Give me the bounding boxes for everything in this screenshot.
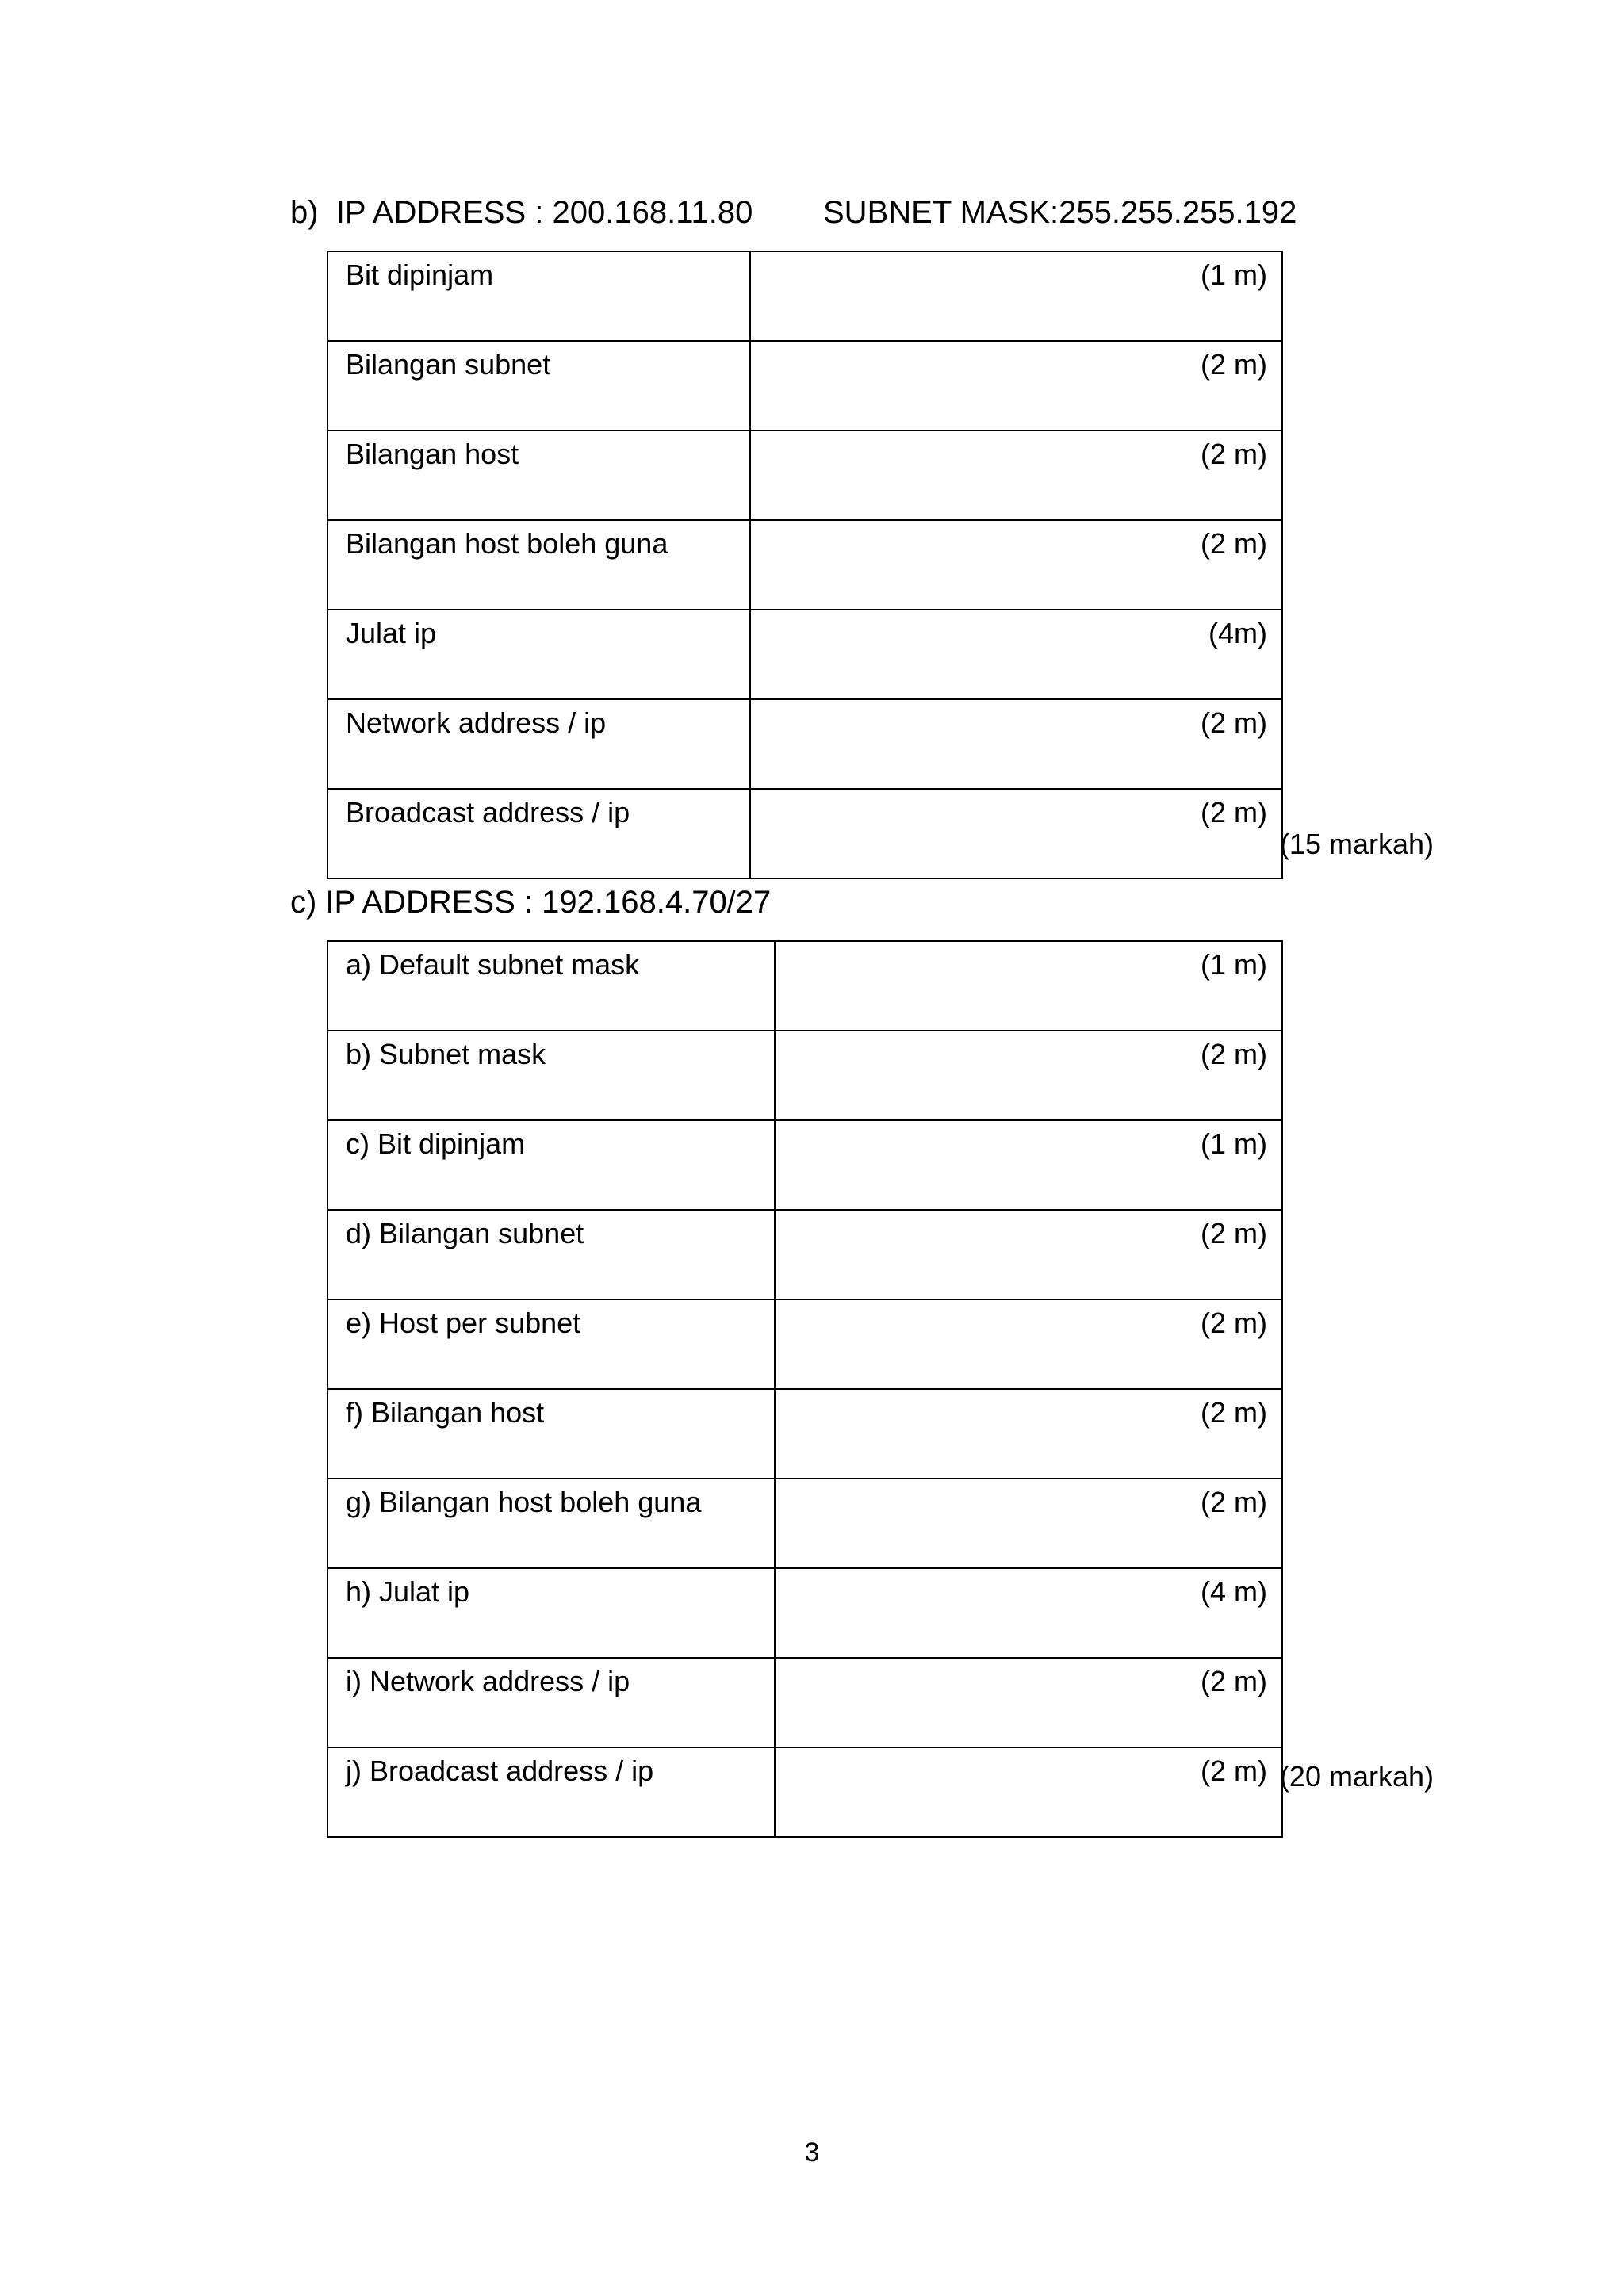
row-label: Bilangan subnet — [346, 348, 551, 381]
row-label: b) Subnet mask — [346, 1038, 546, 1070]
table-row — [327, 1747, 1282, 1837]
row-label: i) Network address / ip — [346, 1665, 630, 1697]
section-b-heading — [290, 195, 1297, 230]
table-row — [327, 789, 1282, 878]
row-label-cell — [327, 699, 750, 789]
table-row — [327, 1389, 1282, 1479]
row-label: Broadcast address / ip — [346, 796, 630, 828]
table-row — [327, 941, 1282, 1031]
section-b-total-marks: (15 markah) — [1279, 828, 1434, 860]
marks-label: (1 m) — [1201, 258, 1267, 291]
marks-label: (2 m) — [1201, 706, 1267, 739]
answer-cell[interactable] — [750, 251, 1282, 341]
row-label-cell — [327, 1568, 775, 1658]
row-label-cell — [327, 520, 750, 610]
marks-label: (2 m) — [1201, 1307, 1267, 1339]
subnet-mask-label: SUBNET MASK:255.255.255.192 — [823, 195, 1297, 230]
answer-cell[interactable] — [775, 1210, 1282, 1299]
marks-label: (2 m) — [1201, 1486, 1267, 1518]
answer-cell[interactable] — [750, 430, 1282, 520]
answer-cell[interactable] — [750, 341, 1282, 430]
row-label-cell — [327, 1479, 775, 1568]
row-label-cell — [327, 1299, 775, 1389]
section-c-table — [327, 940, 1283, 1838]
answer-cell[interactable] — [775, 1389, 1282, 1479]
answer-cell[interactable] — [750, 699, 1282, 789]
answer-cell[interactable] — [775, 1120, 1282, 1210]
row-label-cell — [327, 1120, 775, 1210]
marks-label: (2 m) — [1201, 527, 1267, 560]
row-label-cell — [327, 610, 750, 699]
section-b-table — [327, 251, 1283, 879]
marks-label: (2 m) — [1201, 348, 1267, 381]
table-row — [327, 610, 1282, 699]
marks-label: (4m) — [1208, 617, 1267, 649]
answer-cell[interactable] — [750, 520, 1282, 610]
marks-label: (2 m) — [1201, 796, 1267, 828]
answer-cell[interactable] — [750, 789, 1282, 878]
table-row — [327, 1031, 1282, 1120]
answer-cell[interactable] — [775, 1568, 1282, 1658]
row-label-cell — [327, 1031, 775, 1120]
marks-label: (2 m) — [1201, 1217, 1267, 1249]
table-row — [327, 430, 1282, 520]
page-number: 3 — [804, 2137, 820, 2168]
row-label: Bilangan host — [346, 438, 519, 470]
row-label-cell — [327, 1747, 775, 1837]
row-label: h) Julat ip — [346, 1575, 470, 1608]
row-label: e) Host per subnet — [346, 1307, 581, 1339]
row-label: f) Bilangan host — [346, 1396, 545, 1429]
row-label: j) Broadcast address / ip — [346, 1755, 654, 1787]
row-label: d) Bilangan subnet — [346, 1217, 584, 1249]
row-label: Julat ip — [346, 617, 437, 649]
row-label-cell — [327, 341, 750, 430]
table-row — [327, 251, 1282, 341]
row-label: a) Default subnet mask — [346, 948, 640, 981]
marks-label: (2 m) — [1201, 1755, 1267, 1787]
row-label-cell — [327, 789, 750, 878]
marks-label: (2 m) — [1201, 438, 1267, 470]
row-label: c) Bit dipinjam — [346, 1127, 526, 1160]
table-row — [327, 1299, 1282, 1389]
row-label-cell — [327, 430, 750, 520]
row-label-cell — [327, 1658, 775, 1747]
row-label-cell — [327, 251, 750, 341]
answer-cell[interactable] — [775, 941, 1282, 1031]
ip-address-label: b) IP ADDRESS : 200.168.11.80 — [290, 195, 753, 230]
table-row — [327, 699, 1282, 789]
answer-cell[interactable] — [775, 1479, 1282, 1568]
table-row — [327, 341, 1282, 430]
row-label: g) Bilangan host boleh guna — [346, 1486, 702, 1518]
row-label-cell — [327, 941, 775, 1031]
table-row — [327, 1658, 1282, 1747]
section-c-heading: c) IP ADDRESS : 192.168.4.70/27 — [290, 885, 772, 920]
row-label-cell — [327, 1389, 775, 1479]
marks-label: (4 m) — [1201, 1575, 1267, 1608]
row-label-cell — [327, 1210, 775, 1299]
answer-cell[interactable] — [775, 1299, 1282, 1389]
answer-cell[interactable] — [775, 1658, 1282, 1747]
marks-label: (2 m) — [1201, 1396, 1267, 1429]
row-label: Network address / ip — [346, 706, 607, 739]
marks-label: (1 m) — [1201, 1127, 1267, 1160]
marks-label: (1 m) — [1201, 948, 1267, 981]
section-c-total-marks: (20 markah) — [1279, 1760, 1434, 1793]
answer-cell[interactable] — [775, 1747, 1282, 1837]
row-label: Bit dipinjam — [346, 258, 494, 291]
table-row — [327, 1479, 1282, 1568]
table-row — [327, 1210, 1282, 1299]
answer-cell[interactable] — [750, 610, 1282, 699]
marks-label: (2 m) — [1201, 1665, 1267, 1697]
table-row — [327, 1120, 1282, 1210]
row-label: Bilangan host boleh guna — [346, 527, 668, 560]
answer-cell[interactable] — [775, 1031, 1282, 1120]
table-row — [327, 520, 1282, 610]
table-row — [327, 1568, 1282, 1658]
marks-label: (2 m) — [1201, 1038, 1267, 1070]
